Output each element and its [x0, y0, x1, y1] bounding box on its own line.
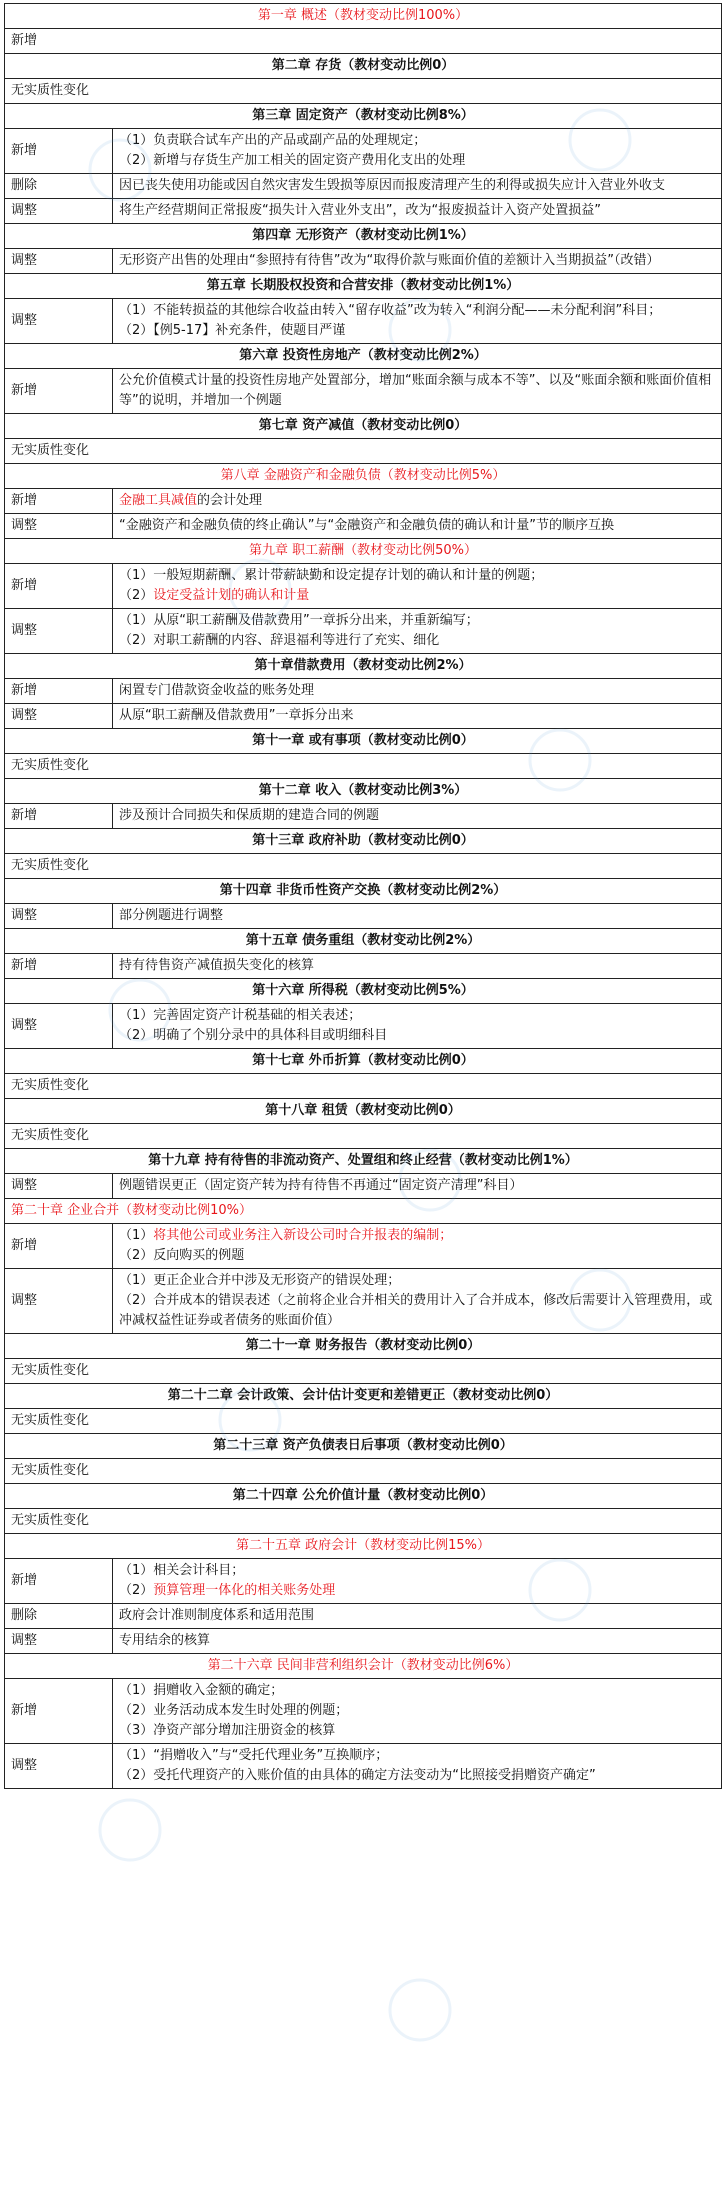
- change-summary-document: [4, 3, 722, 1789]
- chapter-row: [5, 979, 722, 1004]
- description-line: [119, 201, 715, 221]
- description-line: [119, 1561, 715, 1581]
- description-line: [119, 1766, 715, 1786]
- highlighted-text: 金融工具减值: [119, 493, 198, 508]
- change-type: 新增: [5, 804, 113, 829]
- description-text: 涉及预计合同损失和保质期的建造合同的例题: [119, 808, 380, 823]
- change-description: [113, 299, 722, 344]
- chapter-title: 第十九章 持有待售的非流动资产、处置组和终止经营（教材变动比例1%）: [5, 1149, 722, 1174]
- description-line: [119, 1631, 715, 1651]
- description-text: 部分例题进行调整: [119, 908, 224, 923]
- description-text: 闲置专门借款资金收益的账务处理: [119, 683, 315, 698]
- description-line: [119, 611, 715, 631]
- chapter-title: 第十五章 债务重组（教材变动比例2%）: [5, 929, 722, 954]
- description-text: （1）负责联合试车产出的产品或副产品的处理规定；: [119, 133, 427, 148]
- chapter-row: [5, 224, 722, 249]
- description-text: （2）反向购买的例题: [119, 1248, 245, 1263]
- change-description: [113, 1174, 722, 1199]
- description-line: [119, 631, 715, 651]
- description-text: （1）从原“职工薪酬及借款费用”一章拆分出来，并重新编写；: [119, 613, 479, 628]
- description-text: 无形资产出售的处理由“参照持有待售”改为“取得价款与账面价值的差额计入当期损益”（改错）: [119, 253, 660, 268]
- change-row: [5, 129, 722, 174]
- description-line: [119, 806, 715, 826]
- description-text: 政府会计准则制度体系和适用范围: [119, 1608, 315, 1623]
- description-text: “金融资产和金融负债的终止确认”与“金融资产和金融负债的确认和计量”节的顺序互换: [119, 518, 614, 533]
- highlighted-text: 设定受益计划的确认和计量: [153, 588, 310, 603]
- description-line: [119, 906, 715, 926]
- change-description: [113, 514, 722, 539]
- chapter-row: [5, 929, 722, 954]
- change-type: 调整: [5, 299, 113, 344]
- change-row: [5, 1604, 722, 1629]
- description-text: 持有待售资产减值损失变化的核算: [119, 958, 315, 973]
- description-line: [119, 131, 715, 151]
- chapter-row: [5, 654, 722, 679]
- chapter-title: 第十七章 外币折算（教材变动比例0）: [5, 1049, 722, 1074]
- description-line: [119, 1746, 715, 1766]
- description-text: （2）: [119, 1583, 154, 1598]
- change-type: 删除: [5, 1604, 113, 1629]
- description-text: （1）相关会计科目；: [119, 1563, 245, 1578]
- description-line: [119, 566, 715, 586]
- change-row: [5, 1004, 722, 1049]
- note-row: [5, 1124, 722, 1149]
- change-type: 调整: [5, 904, 113, 929]
- chapter-row: [5, 1484, 722, 1509]
- chapter-title: 第十章借款费用（教材变动比例2%）: [5, 654, 722, 679]
- change-description: [113, 564, 722, 609]
- change-row: [5, 489, 722, 514]
- chapter-row: [5, 104, 722, 129]
- change-type: 新增: [5, 1559, 113, 1604]
- note-row: [5, 1509, 722, 1534]
- description-line: [119, 1271, 715, 1291]
- description-text: （2）新增与存货生产加工相关的固定资产费用化支出的处理: [119, 153, 466, 168]
- change-row: [5, 704, 722, 729]
- description-line: [119, 176, 715, 196]
- description-line: [119, 681, 715, 701]
- description-line: [119, 1291, 715, 1331]
- description-text: 从原“职工薪酬及借款费用”一章拆分出来: [119, 708, 354, 723]
- description-text: （1）更正企业合并中涉及无形资产的错误处理；: [119, 1273, 401, 1288]
- chapter-row: [5, 1199, 722, 1224]
- description-line: [119, 516, 715, 536]
- chapter-title: 第八章 金融资产和金融负债（教材变动比例5%）: [5, 464, 722, 489]
- chapter-row: [5, 829, 722, 854]
- change-description: [113, 1679, 722, 1744]
- chapter-row: [5, 879, 722, 904]
- change-row: [5, 1174, 722, 1199]
- description-line: [119, 371, 715, 411]
- chapter-title: 第二十章 企业合并（教材变动比例10%）: [5, 1199, 722, 1224]
- change-description: [113, 489, 722, 514]
- change-table-body: [5, 4, 722, 1789]
- change-row: [5, 679, 722, 704]
- chapter-title: 第六章 投资性房地产（教材变动比例2%）: [5, 344, 722, 369]
- description-text: （1）: [119, 1228, 154, 1243]
- description-text: （2）合并成本的错误表述（之前将企业合并相关的费用计入了合并成本，修改后需要计入管理费用，或冲减权益性证券或者债务的账面价值）: [119, 1293, 713, 1328]
- change-description: [113, 199, 722, 224]
- note-text: 无实质性变化: [5, 439, 722, 464]
- description-line: [119, 1606, 715, 1626]
- change-type: 新增: [5, 369, 113, 414]
- chapter-title: 第七章 资产减值（教材变动比例0）: [5, 414, 722, 439]
- change-description: [113, 1269, 722, 1334]
- note-row: [5, 1409, 722, 1434]
- change-type: 调整: [5, 1004, 113, 1049]
- description-line: [119, 706, 715, 726]
- chapter-title: 第二章 存货（教材变动比例0）: [5, 54, 722, 79]
- change-type: 调整: [5, 199, 113, 224]
- description-text: （1）一般短期薪酬、累计带薪缺勤和设定提存计划的确认和计量的例题；: [119, 568, 544, 583]
- chapter-row: [5, 54, 722, 79]
- description-line: [119, 956, 715, 976]
- chapter-title: 第十二章 收入（教材变动比例3%）: [5, 779, 722, 804]
- chapter-row: [5, 1334, 722, 1359]
- description-line: [119, 1246, 715, 1266]
- description-line: [119, 1026, 715, 1046]
- description-text: （2）明确了个别分录中的具体科目或明细科目: [119, 1028, 388, 1043]
- note-text: 无实质性变化: [5, 754, 722, 779]
- change-type: 调整: [5, 609, 113, 654]
- note-text: 无实质性变化: [5, 1124, 722, 1149]
- change-type: 新增: [5, 954, 113, 979]
- chapter-row: [5, 4, 722, 29]
- change-type: 新增: [5, 489, 113, 514]
- chapter-title: 第二十四章 公允价值计量（教材变动比例0）: [5, 1484, 722, 1509]
- description-line: [119, 321, 715, 341]
- change-description: [113, 174, 722, 199]
- chapter-title: 第四章 无形资产（教材变动比例1%）: [5, 224, 722, 249]
- chapter-title: 第十一章 或有事项（教材变动比例0）: [5, 729, 722, 754]
- change-description: [113, 954, 722, 979]
- change-type: 调整: [5, 1174, 113, 1199]
- change-description: [113, 804, 722, 829]
- change-description: [113, 609, 722, 654]
- description-text: 因已丧失使用功能或因自然灾害发生毁损等原因而报废清理产生的利得或损失应计入营业外收支: [119, 178, 666, 193]
- chapter-row: [5, 1099, 722, 1124]
- change-type: 新增: [5, 129, 113, 174]
- chapter-title: 第二十五章 政府会计（教材变动比例15%）: [5, 1534, 722, 1559]
- note-text: 无实质性变化: [5, 1409, 722, 1434]
- change-description: [113, 1004, 722, 1049]
- watermark-logo-mark: [390, 1980, 450, 2040]
- chapter-title: 第二十三章 资产负债表日后事项（教材变动比例0）: [5, 1434, 722, 1459]
- description-text: （2）: [119, 588, 154, 603]
- description-text: （2）【例5-17】补充条件，使题目严谨: [119, 323, 346, 338]
- change-row: [5, 1679, 722, 1744]
- description-text: 的会计处理: [197, 493, 263, 508]
- change-row: [5, 369, 722, 414]
- description-line: [119, 251, 715, 271]
- change-type: 调整: [5, 249, 113, 274]
- chapter-title: 第二十六章 民间非营利组织会计（教材变动比例6%）: [5, 1654, 722, 1679]
- change-row: [5, 1559, 722, 1604]
- change-row: [5, 804, 722, 829]
- change-type: 调整: [5, 514, 113, 539]
- chapter-row: [5, 1384, 722, 1409]
- change-type: 调整: [5, 1744, 113, 1789]
- change-row: [5, 514, 722, 539]
- description-text: 将生产经营期间正常报废“损失计入营业外支出”，改为“报废损益计入资产处置损益”: [119, 203, 601, 218]
- description-line: [119, 1176, 715, 1196]
- change-description: [113, 129, 722, 174]
- description-text: 公允价值模式计量的投资性房地产处置部分，增加“账面余额与成本不等”、以及“账面余额和账面价值相等”的说明，并增加一个例题: [119, 373, 712, 408]
- description-line: [119, 1006, 715, 1026]
- change-type: 新增: [5, 1679, 113, 1744]
- description-text: （3）净资产部分增加注册资金的核算: [119, 1723, 336, 1738]
- change-row: [5, 904, 722, 929]
- change-description: [113, 904, 722, 929]
- change-type: 新增: [5, 679, 113, 704]
- change-type: 新增: [5, 1224, 113, 1269]
- highlighted-text: 将其他公司或业务注入新设公司时合并报表的编制；: [153, 1228, 453, 1243]
- change-description: [113, 1629, 722, 1654]
- change-description: [113, 1559, 722, 1604]
- change-description: [113, 679, 722, 704]
- change-row: [5, 199, 722, 224]
- change-type: 调整: [5, 704, 113, 729]
- note-row: [5, 854, 722, 879]
- change-row: [5, 1224, 722, 1269]
- note-row: [5, 1459, 722, 1484]
- description-line: [119, 586, 715, 606]
- highlighted-text: 预算管理一体化的相关账务处理: [153, 1583, 336, 1598]
- description-text: （2）受托代理资产的入账价值的由具体的确定方法变动为“比照接受捐赠资产确定”: [119, 1768, 596, 1783]
- chapter-row: [5, 1149, 722, 1174]
- description-text: （1）“捐赠收入”与“受托代理业务”互换顺序；: [119, 1748, 389, 1763]
- chapter-row: [5, 1049, 722, 1074]
- chapter-row: [5, 539, 722, 564]
- description-line: [119, 1701, 715, 1721]
- change-type: 调整: [5, 1629, 113, 1654]
- description-text: （2）业务活动成本发生时处理的例题；: [119, 1703, 349, 1718]
- description-line: [119, 151, 715, 171]
- change-row: [5, 564, 722, 609]
- note-text: 无实质性变化: [5, 854, 722, 879]
- change-row: [5, 609, 722, 654]
- description-line: [119, 1581, 715, 1601]
- note-row: [5, 1074, 722, 1099]
- chapter-row: [5, 729, 722, 754]
- note-text: 新增: [5, 29, 722, 54]
- change-description: [113, 1604, 722, 1629]
- note-text: 无实质性变化: [5, 1509, 722, 1534]
- chapter-title: 第九章 职工薪酬（教材变动比例50%）: [5, 539, 722, 564]
- chapter-title: 第三章 固定资产（教材变动比例8%）: [5, 104, 722, 129]
- chapter-row: [5, 344, 722, 369]
- chapter-title: 第二十二章 会计政策、会计估计变更和差错更正（教材变动比例0）: [5, 1384, 722, 1409]
- description-text: （1）不能转损益的其他综合收益由转入“留存收益”改为转入“利润分配——未分配利润”科目；: [119, 303, 662, 318]
- change-description: [113, 369, 722, 414]
- description-line: [119, 491, 715, 511]
- change-row: [5, 174, 722, 199]
- change-row: [5, 1629, 722, 1654]
- chapter-row: [5, 274, 722, 299]
- note-text: 无实质性变化: [5, 1459, 722, 1484]
- description-line: [119, 1721, 715, 1741]
- description-text: 专用结余的核算: [119, 1633, 211, 1648]
- change-type: 调整: [5, 1269, 113, 1334]
- change-description: [113, 1744, 722, 1789]
- description-text: （2）对职工薪酬的内容、辞退福利等进行了充实、细化: [119, 633, 440, 648]
- chapter-title: 第五章 长期股权投资和合营安排（教材变动比例1%）: [5, 274, 722, 299]
- chapter-row: [5, 1534, 722, 1559]
- note-row: [5, 1359, 722, 1384]
- chapter-row: [5, 414, 722, 439]
- description-line: [119, 301, 715, 321]
- description-text: （1）捐赠收入金额的确定；: [119, 1683, 284, 1698]
- description-line: [119, 1681, 715, 1701]
- chapter-row: [5, 779, 722, 804]
- change-type: 删除: [5, 174, 113, 199]
- note-row: [5, 754, 722, 779]
- description-text: （1）完善固定资产计税基础的相关表述；: [119, 1008, 362, 1023]
- chapter-row: [5, 1654, 722, 1679]
- chapter-title: 第二十一章 财务报告（教材变动比例0）: [5, 1334, 722, 1359]
- description-text: 例题错误更正（固定资产转为持有待售不再通过“固定资产清理”科目）: [119, 1178, 523, 1193]
- note-text: 无实质性变化: [5, 1074, 722, 1099]
- chapter-title: 第一章 概述（教材变动比例100%）: [5, 4, 722, 29]
- note-row: [5, 439, 722, 464]
- change-row: [5, 299, 722, 344]
- note-row: [5, 29, 722, 54]
- change-type: 新增: [5, 564, 113, 609]
- chapter-row: [5, 1434, 722, 1459]
- change-description: [113, 1224, 722, 1269]
- chapter-row: [5, 464, 722, 489]
- note-text: 无实质性变化: [5, 1359, 722, 1384]
- note-row: [5, 79, 722, 104]
- chapter-title: 第十四章 非货币性资产交换（教材变动比例2%）: [5, 879, 722, 904]
- change-row: [5, 954, 722, 979]
- chapter-title: 第十三章 政府补助（教材变动比例0）: [5, 829, 722, 854]
- description-line: [119, 1226, 715, 1246]
- change-row: [5, 249, 722, 274]
- change-description: [113, 704, 722, 729]
- note-text: 无实质性变化: [5, 79, 722, 104]
- change-row: [5, 1269, 722, 1334]
- chapter-title: 第十八章 租赁（教材变动比例0）: [5, 1099, 722, 1124]
- change-table: [4, 3, 722, 1789]
- change-description: [113, 249, 722, 274]
- watermark-logo-mark: [100, 1800, 160, 1860]
- chapter-title: 第十六章 所得税（教材变动比例5%）: [5, 979, 722, 1004]
- change-row: [5, 1744, 722, 1789]
